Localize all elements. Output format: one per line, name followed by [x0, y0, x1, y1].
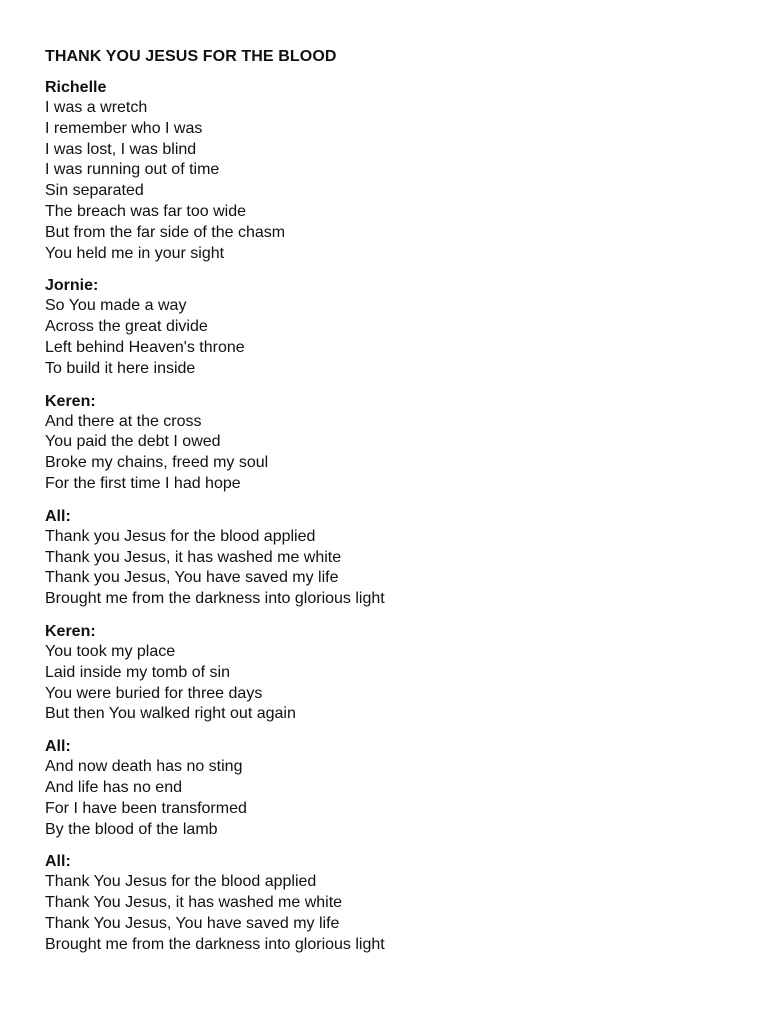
lyric-line: But from the far side of the chasm [45, 223, 286, 241]
singer-label: All: [45, 738, 71, 756]
lyric-line: For I have been transformed [45, 799, 247, 817]
lyric-line: By the blood of the lamb [45, 820, 218, 838]
lyric-line: Thank you Jesus, it has washed me white [45, 548, 342, 566]
lyric-line: Brought me from the darkness into glorious light [45, 590, 385, 608]
lyrics-section [45, 506, 745, 610]
lyric-line: Laid inside my tomb of sin [45, 663, 230, 681]
lyrics-sections [45, 77, 745, 956]
lyric-line: Across the great divide [45, 318, 208, 336]
lyrics-section [45, 736, 745, 840]
lyric-line: And life has no end [45, 778, 182, 796]
lyric-line: For the first time I had hope [45, 474, 241, 492]
lyric-line: You paid the debt I owed [45, 433, 221, 451]
lyric-line: Left behind Heaven's throne [45, 338, 245, 356]
lyric-line: I was a wretch [45, 99, 148, 116]
lyric-line: Broke my chains, freed my soul [45, 454, 269, 472]
lyric-line: So You made a way [45, 297, 187, 315]
lyrics-section [45, 77, 745, 264]
lyrics-section [45, 851, 745, 955]
lyric-line: You took my place [45, 642, 176, 660]
singer-label: Jornie: [45, 277, 99, 295]
lyric-line: I was running out of time [45, 161, 220, 179]
lyric-line: The breach was far too wide [45, 202, 246, 220]
lyric-line: Thank you Jesus for the blood applied [45, 527, 316, 545]
singer-label: All: [45, 853, 71, 871]
lyrics-document [45, 47, 745, 967]
singer-label: Richelle [45, 79, 107, 96]
lyric-line: I was lost, I was blind [45, 140, 197, 158]
lyric-line: And now death has no sting [45, 758, 243, 776]
lyrics-section [45, 275, 745, 379]
lyrics-section [45, 391, 745, 495]
lyric-line: You held me in your sight [45, 244, 225, 262]
lyric-line: And there at the cross [45, 412, 202, 430]
lyric-line: Thank You Jesus, it has washed me white [45, 894, 343, 912]
lyric-line: But then You walked right out again [45, 705, 296, 723]
song-title: THANK YOU JESUS FOR THE BLOOD [45, 48, 337, 65]
lyric-line: You were buried for three days [45, 684, 263, 702]
singer-label: All: [45, 507, 71, 525]
singer-label: Keren: [45, 392, 96, 410]
singer-label: Keren: [45, 622, 96, 640]
lyric-line: To build it here inside [45, 359, 196, 377]
lyric-line: Sin separated [45, 182, 144, 200]
lyric-line: Brought me from the darkness into glorious light [45, 935, 385, 953]
lyrics-section [45, 621, 745, 725]
lyric-line: Thank You Jesus, You have saved my life [45, 914, 340, 932]
lyric-line: Thank You Jesus for the blood applied [45, 873, 317, 891]
lyric-line: Thank you Jesus, You have saved my life [45, 569, 339, 587]
lyric-line: I remember who I was [45, 119, 203, 137]
